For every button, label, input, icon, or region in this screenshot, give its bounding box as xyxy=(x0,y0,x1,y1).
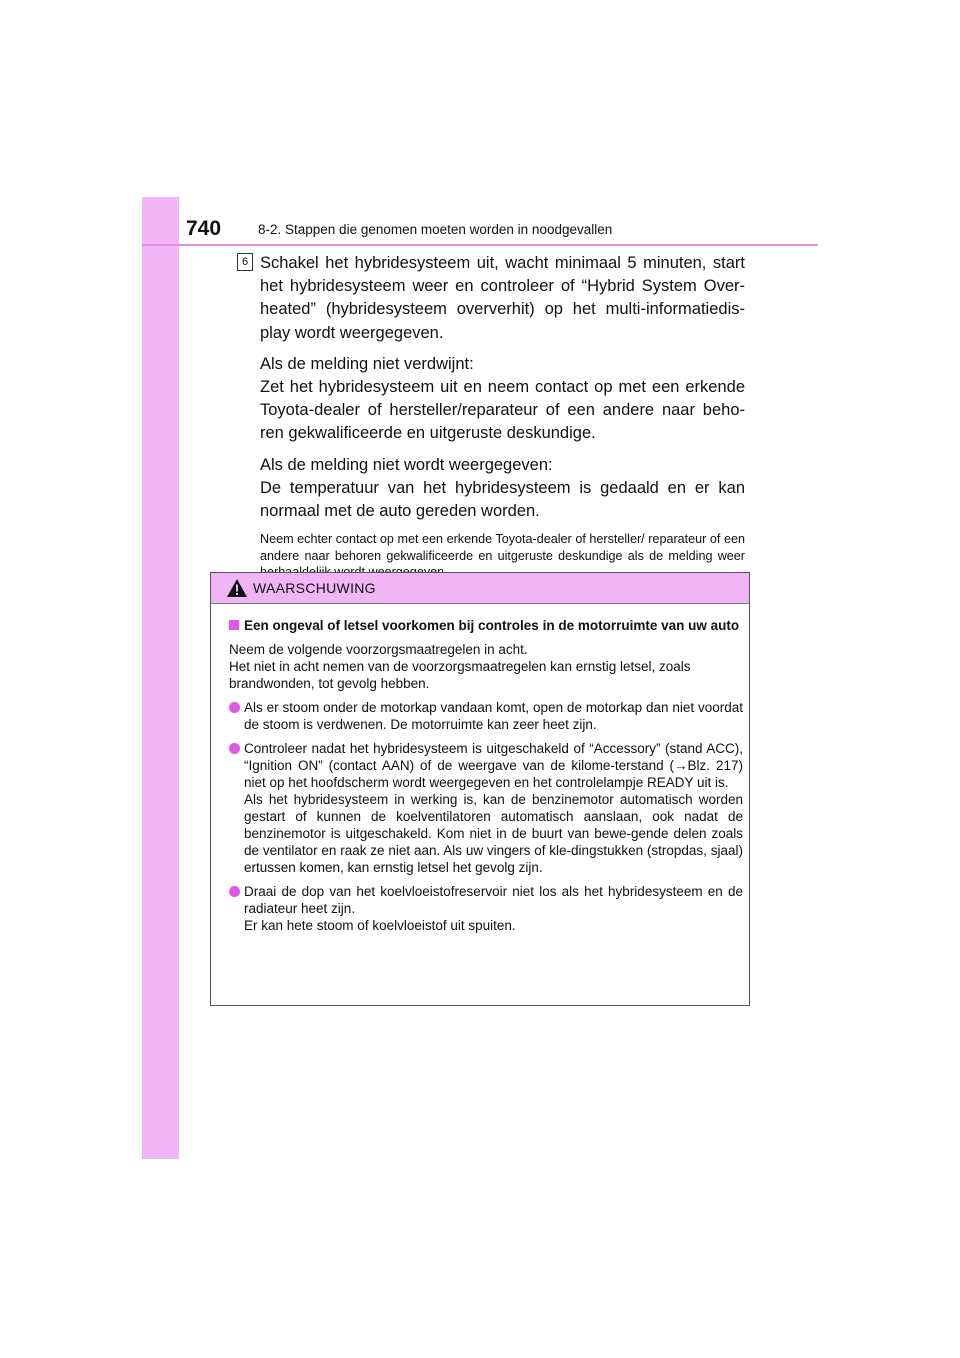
step-paragraph: De temperatuur van het hybridesysteem is gedaald en er kan normaal met de auto gereden worden. xyxy=(260,478,745,521)
warning-intro xyxy=(229,641,743,692)
warning-item-text: Controleer nadat het hybridesysteem is uitgeschakeld of “Accessory” (stand ACC), “Ignition ON” (contact AAN) of de weergave van de kilome-terstand (→Blz. 217) niet op het hoofdscherm wordt weergegeven en het controlelampje READY uit is. xyxy=(244,741,743,790)
warning-box xyxy=(210,572,750,1006)
header-divider xyxy=(142,244,818,246)
step-number-marker: 6 xyxy=(237,253,253,271)
warning-content xyxy=(211,604,749,934)
warning-item-text: Draai de dop van het koelvloeistofreservoir niet los als het hybridesysteem en de radiateur heet zijn. xyxy=(244,884,743,916)
warning-list-item xyxy=(229,740,743,876)
page-number: 740 xyxy=(186,217,222,240)
circle-bullet-icon xyxy=(229,702,240,713)
warning-header xyxy=(211,573,749,604)
circle-bullet-icon xyxy=(229,743,240,754)
warning-heading xyxy=(229,617,743,634)
step-body xyxy=(260,252,745,581)
warning-title: WAARSCHUWING xyxy=(253,580,376,596)
warning-item-text: Als er stoom onder de motorkap vandaan komt, open de motorkap dan niet voordat de stoom is verdwenen. De motorruimte kan zeer heet zijn. xyxy=(244,700,743,732)
warning-intro-line: Neem de volgende voorzorgsmaatregelen in acht. xyxy=(229,642,528,657)
step-paragraph: Zet het hybridesysteem uit en neem contact op met een erkende Toyota-dealer of hersteller/reparateur of een andere naar beho-ren gekwalificeerde en uitgeruste deskundige. xyxy=(260,378,745,443)
warning-intro-line: Het niet in acht nemen van de voorzorgsmaatregelen kan ernstig letsel, zoals brandwonden, tot gevolg hebben. xyxy=(229,659,691,691)
step-note: Neem echter contact op met een erkende Toyota-dealer of hersteller/ reparateur of een andere naar behoren gekwalificeerde en uitgeruste deskundige als de melding weer xyxy=(260,532,745,563)
warning-item-text: Als het hybridesysteem in werking is, kan de benzinemotor automatisch worden gestart of kunnen de koelventilatoren automatisch aanslaan, ook nadat de benzinemotor is uitgeschakeld. Kom niet in de buurt van bewe-gende delen zoals de ventilator en raak ze niet aan. Als uw vingers of kle-dingstukken (stropdas, sjaal) ertussen komen, kan ernstig letsel het gevolg zijn. xyxy=(244,792,743,875)
warning-triangle-icon xyxy=(226,578,248,598)
square-bullet-icon xyxy=(229,620,239,630)
warning-item-text: Er kan hete stoom of koelvloeistof uit spuiten. xyxy=(244,918,516,933)
section-title: 8-2. Stappen die genomen moeten worden in noodgevallen xyxy=(258,222,613,237)
step-paragraph: Schakel het hybridesysteem uit, wacht minimaal 5 minuten, start het hybridesysteem weer en controleer of “Hybrid System Over-heated” (hybridesysteem oververhit) op het multi-informatiedis-play wordt weergegeven. xyxy=(260,254,745,342)
warning-list-item xyxy=(229,883,743,934)
warning-heading-text: Een ongeval of letsel voorkomen bij controles in de motorruimte van uw auto xyxy=(244,618,740,633)
step-paragraph: Als de melding niet verdwijnt: xyxy=(260,354,474,373)
chapter-sidebar xyxy=(142,197,179,1159)
step-paragraph: Als de melding niet wordt weergegeven: xyxy=(260,455,553,474)
circle-bullet-icon xyxy=(229,886,240,897)
warning-list-item xyxy=(229,699,743,733)
